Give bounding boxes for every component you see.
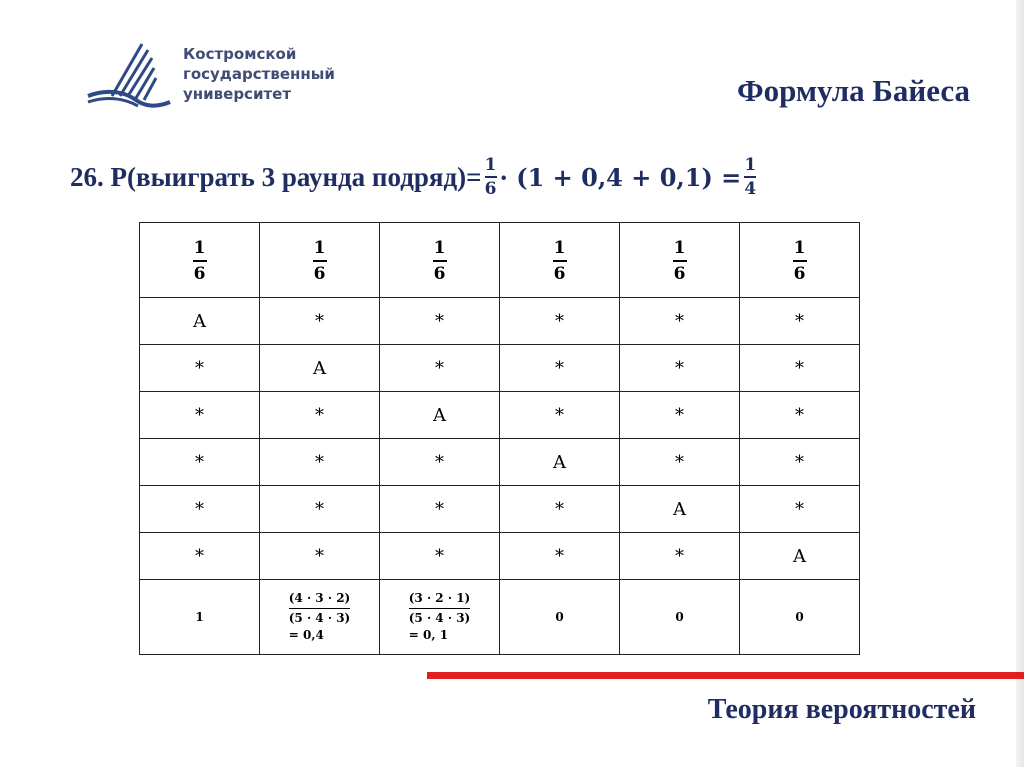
- table-cell: *: [500, 486, 620, 533]
- table-row: [140, 486, 860, 533]
- table-cell: *: [620, 439, 740, 486]
- result-cell: 1: [140, 580, 260, 655]
- table-cell: *: [260, 486, 380, 533]
- formula-fraction-2: [744, 155, 756, 199]
- fraction-bar: [313, 260, 327, 262]
- fraction-numerator: 1: [673, 237, 686, 258]
- table-cell: *: [260, 533, 380, 580]
- result-cell: 0: [740, 580, 860, 655]
- expression-denominator: (5 · 4 · 3): [408, 611, 471, 625]
- table-row: [140, 345, 860, 392]
- cell-fraction: [313, 238, 327, 284]
- table-row: [140, 392, 860, 439]
- header-cell: [140, 223, 260, 298]
- table-cell: *: [620, 533, 740, 580]
- table-header-row: [140, 223, 860, 298]
- fraction-denominator: 4: [744, 179, 757, 199]
- table-cell: *: [740, 345, 860, 392]
- table-cell: *: [380, 345, 500, 392]
- header-cell: [500, 223, 620, 298]
- table-cell: *: [380, 298, 500, 345]
- fraction-denominator: 6: [793, 263, 806, 284]
- table-cell: *: [500, 533, 620, 580]
- table-cell: *: [740, 439, 860, 486]
- footer-subject: Теория вероятностей: [707, 694, 976, 725]
- result-cell: 0: [620, 580, 740, 655]
- result-cell: [380, 580, 500, 655]
- table-cell: *: [140, 345, 260, 392]
- cell-fraction: [793, 238, 807, 284]
- expression-numerator: (3 · 2 · 1): [409, 590, 470, 609]
- table-cell: *: [260, 298, 380, 345]
- table-cell: *: [140, 392, 260, 439]
- table-cell: A: [260, 345, 380, 392]
- probability-table: [139, 222, 860, 655]
- table-cell: *: [740, 392, 860, 439]
- table-cell: *: [140, 486, 260, 533]
- result-expression: [289, 590, 350, 644]
- table-cell: *: [740, 486, 860, 533]
- table-cell: A: [140, 298, 260, 345]
- fraction-numerator: 1: [793, 237, 806, 258]
- fraction-bar: [673, 260, 687, 262]
- table-result-row: [140, 580, 860, 655]
- accent-divider: [427, 672, 1024, 679]
- table-cell: *: [620, 298, 740, 345]
- formula-middle: · (1 + 0,4 + 0,1) =: [499, 162, 742, 192]
- fraction-denominator: 6: [553, 263, 566, 284]
- university-name: [183, 44, 335, 104]
- logo-line-1: Костромской: [183, 45, 297, 63]
- fraction-numerator: 1: [744, 155, 757, 175]
- table-cell: *: [380, 486, 500, 533]
- header-cell: [740, 223, 860, 298]
- table-cell: *: [500, 392, 620, 439]
- table-cell: *: [500, 345, 620, 392]
- table-cell: *: [380, 533, 500, 580]
- logo-line-2: государственный: [183, 65, 335, 83]
- fraction-denominator: 6: [433, 263, 446, 284]
- fraction-numerator: 1: [433, 237, 446, 258]
- fraction-bar: [485, 176, 497, 178]
- table-row: [140, 533, 860, 580]
- result-expression: [409, 590, 470, 644]
- cell-fraction: [673, 238, 687, 284]
- fraction-numerator: 1: [484, 155, 497, 175]
- table-cell: A: [740, 533, 860, 580]
- table-cell: *: [260, 439, 380, 486]
- fraction-bar: [793, 260, 807, 262]
- bayes-formula: [70, 147, 759, 207]
- cell-fraction: [553, 238, 567, 284]
- table-cell: *: [140, 533, 260, 580]
- cell-fraction: [193, 238, 207, 284]
- fraction-bar: [193, 260, 207, 262]
- fraction-bar: [553, 260, 567, 262]
- table-row: [140, 298, 860, 345]
- fraction-numerator: 1: [553, 237, 566, 258]
- fraction-denominator: 6: [484, 179, 497, 199]
- table-cell: *: [500, 298, 620, 345]
- table-cell: *: [740, 298, 860, 345]
- header-cell: [260, 223, 380, 298]
- table-cell: A: [500, 439, 620, 486]
- formula-prefix: 26. P(выиграть 3 раунда подряд)=: [70, 161, 482, 192]
- table-cell: *: [620, 345, 740, 392]
- result-cell: 0: [500, 580, 620, 655]
- expression-result: = 0, 1: [408, 628, 449, 642]
- fraction-denominator: 6: [313, 263, 326, 284]
- fraction-denominator: 6: [193, 263, 206, 284]
- table-cell: *: [260, 392, 380, 439]
- table-cell: A: [380, 392, 500, 439]
- expression-result: = 0,4: [288, 628, 324, 642]
- fraction-bar: [744, 176, 756, 178]
- slide-edge: [1016, 0, 1024, 767]
- result-cell: [260, 580, 380, 655]
- fraction-numerator: 1: [193, 237, 206, 258]
- cell-fraction: [433, 238, 447, 284]
- slide-title: Формула Байеса: [736, 73, 970, 108]
- formula-fraction-1: [485, 155, 497, 199]
- table-cell: A: [620, 486, 740, 533]
- logo-line-3: университет: [183, 85, 292, 103]
- header-cell: [380, 223, 500, 298]
- fraction-numerator: 1: [313, 237, 326, 258]
- expression-numerator: (4 · 3 · 2): [289, 590, 350, 609]
- table-row: [140, 439, 860, 486]
- header-cell: [620, 223, 740, 298]
- fraction-denominator: 6: [673, 263, 686, 284]
- expression-denominator: (5 · 4 · 3): [288, 611, 351, 625]
- table-cell: *: [620, 392, 740, 439]
- table-cell: *: [140, 439, 260, 486]
- fraction-bar: [433, 260, 447, 262]
- table-cell: *: [380, 439, 500, 486]
